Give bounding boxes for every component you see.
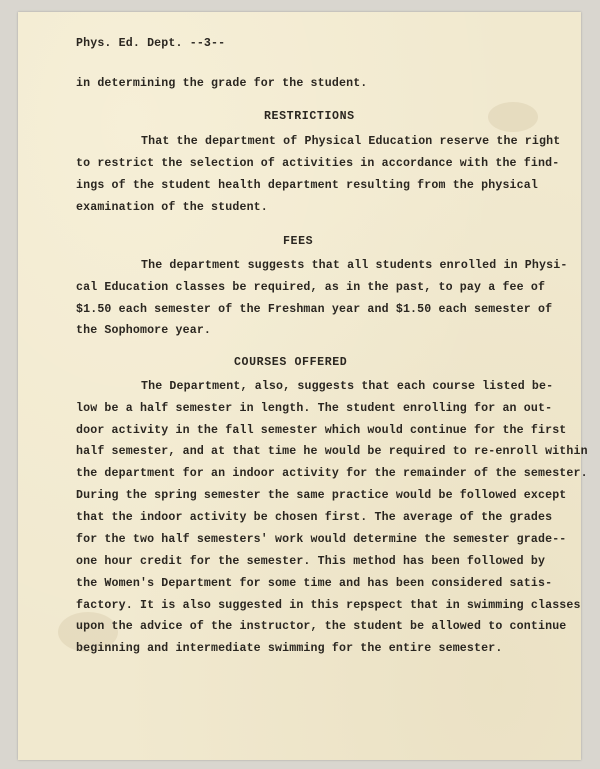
courses-line: half semester, and at that time he would be required to re-enroll within xyxy=(76,445,588,458)
paper-stain xyxy=(488,102,538,132)
courses-heading: COURSES OFFERED xyxy=(234,356,348,369)
courses-line: beginning and intermediate swimming for the entire semester. xyxy=(76,642,503,655)
courses-line: door activity in the fall semester which would continue for the first xyxy=(76,424,567,437)
restrictions-line: examination of the student. xyxy=(76,201,268,214)
restrictions-line: to restrict the selection of activities in accordance with the find- xyxy=(76,157,560,170)
fees-line: The department suggests that all students enrolled in Physi- xyxy=(141,259,568,272)
intro-line: in determining the grade for the student. xyxy=(76,77,368,90)
restrictions-heading: RESTRICTIONS xyxy=(264,110,355,123)
courses-line: upon the advice of the instructor, the student be allowed to continue xyxy=(76,620,567,633)
fees-line: cal Education classes be required, as in the past, to pay a fee of xyxy=(76,281,546,294)
courses-line: one hour credit for the semester. This method has been followed by xyxy=(76,555,546,568)
courses-line: The Department, also, suggests that each course listed be- xyxy=(141,380,554,393)
courses-line: During the spring semester the same practice would be followed except xyxy=(76,489,567,502)
courses-line: low be a half semester in length. The student enrolling for an out- xyxy=(76,402,553,415)
fees-heading: FEES xyxy=(283,235,314,248)
fees-line: $1.50 each semester of the Freshman year and $1.50 each semester of xyxy=(76,303,553,316)
courses-line: the Women's Department for some time and has been considered satis- xyxy=(76,577,553,590)
restrictions-line: That the department of Physical Education reserve the right xyxy=(141,135,561,148)
courses-line: that the indoor activity be chosen first. The average of the grades xyxy=(76,511,553,524)
courses-line: the department for an indoor activity for the remainder of the semester. xyxy=(76,467,588,480)
courses-line: for the two half semesters' work would determine the semester grade-- xyxy=(76,533,567,546)
page-header: Phys. Ed. Dept. --3-- xyxy=(76,37,226,50)
fees-line: the Sophomore year. xyxy=(76,324,212,337)
courses-line: factory. It is also suggested in this repspect that in swimming classes xyxy=(76,599,581,612)
restrictions-line: ings of the student health department resulting from the physical xyxy=(76,179,538,192)
